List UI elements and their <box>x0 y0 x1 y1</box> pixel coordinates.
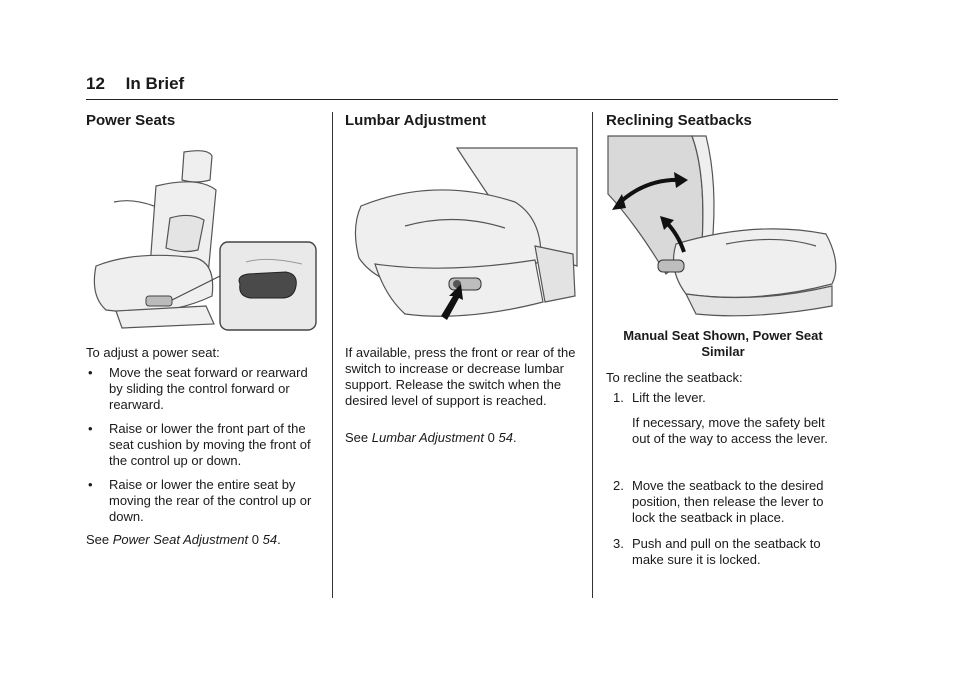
bullet-item <box>86 365 320 413</box>
see-prefix: See <box>86 532 113 547</box>
lumbar-adjustment-link[interactable]: Lumbar Adjustment <box>371 430 484 445</box>
lumbar-adjustment-section <box>345 112 579 445</box>
step-item <box>606 536 840 568</box>
bullet-symbol: • <box>88 477 93 492</box>
reclining-seat-illustration <box>606 134 840 322</box>
step-number: 3. <box>613 536 624 551</box>
reclining-seatbacks-section <box>606 112 840 567</box>
bullet-text: Raise or lower the entire seat by moving the rear of the control up or down. <box>109 477 312 524</box>
page-reference[interactable]: 54 <box>262 532 278 547</box>
bullet-item <box>86 421 320 469</box>
section-heading-power-seats: Power Seats <box>86 112 176 129</box>
bullet-symbol: • <box>88 421 93 436</box>
lumbar-body: If available, press the front or rear of the switch to increase or decrease lumbar support. Release the switch when the desired level of support is reached. <box>345 345 576 408</box>
column-divider-2 <box>592 112 593 598</box>
page-number: 12 <box>86 74 105 93</box>
power-seats-see-also <box>86 532 320 548</box>
chapter-title: In Brief <box>125 74 185 93</box>
bullet-text: Raise or lower the front part of the seat cushion by moving the front of the control up or down. <box>109 421 311 468</box>
header-rule <box>86 99 838 100</box>
power-seats-section <box>86 112 320 547</box>
power-seats-intro: To adjust a power seat: <box>86 345 220 360</box>
bullet-item <box>86 477 320 525</box>
power-seat-adjustment-link[interactable]: Power Seat Adjustment <box>112 532 249 547</box>
bullet-text: Move the seat forward or rearward by sliding the control forward or rearward. <box>109 365 308 412</box>
step-number: 1. <box>613 390 624 405</box>
power-seat-illustration <box>86 146 318 332</box>
step-note: If necessary, move the safety belt out of the way to access the lever. <box>632 415 828 446</box>
column-divider-1 <box>332 112 333 598</box>
page-ref-arrow-icon: 0 <box>487 430 495 445</box>
page-header <box>86 74 184 94</box>
step-text: Move the seatback to the desired position, then release the lever to lock the seatback in place. <box>632 478 824 525</box>
see-suffix: . <box>277 532 281 547</box>
see-suffix: . <box>512 430 517 445</box>
figure-caption: Manual Seat Shown, Power Seat Similar <box>623 328 823 359</box>
page-reference[interactable]: 54 <box>498 430 513 445</box>
step-text: Push and pull on the seatback to make sure it is locked. <box>632 536 821 567</box>
section-heading-reclining: Reclining Seatbacks <box>606 112 752 129</box>
step-item <box>606 478 840 526</box>
page-ref-arrow-icon: 0 <box>251 532 259 547</box>
step-number: 2. <box>613 478 624 493</box>
lumbar-see-also <box>345 430 579 446</box>
step-item <box>606 390 840 406</box>
section-heading-lumbar: Lumbar Adjustment <box>345 112 487 129</box>
lumbar-seat-illustration <box>345 146 579 334</box>
see-prefix: See <box>345 430 372 445</box>
step-text: Lift the lever. <box>632 390 706 405</box>
bullet-symbol: • <box>88 365 93 380</box>
reclining-intro: To recline the seatback: <box>606 370 743 385</box>
